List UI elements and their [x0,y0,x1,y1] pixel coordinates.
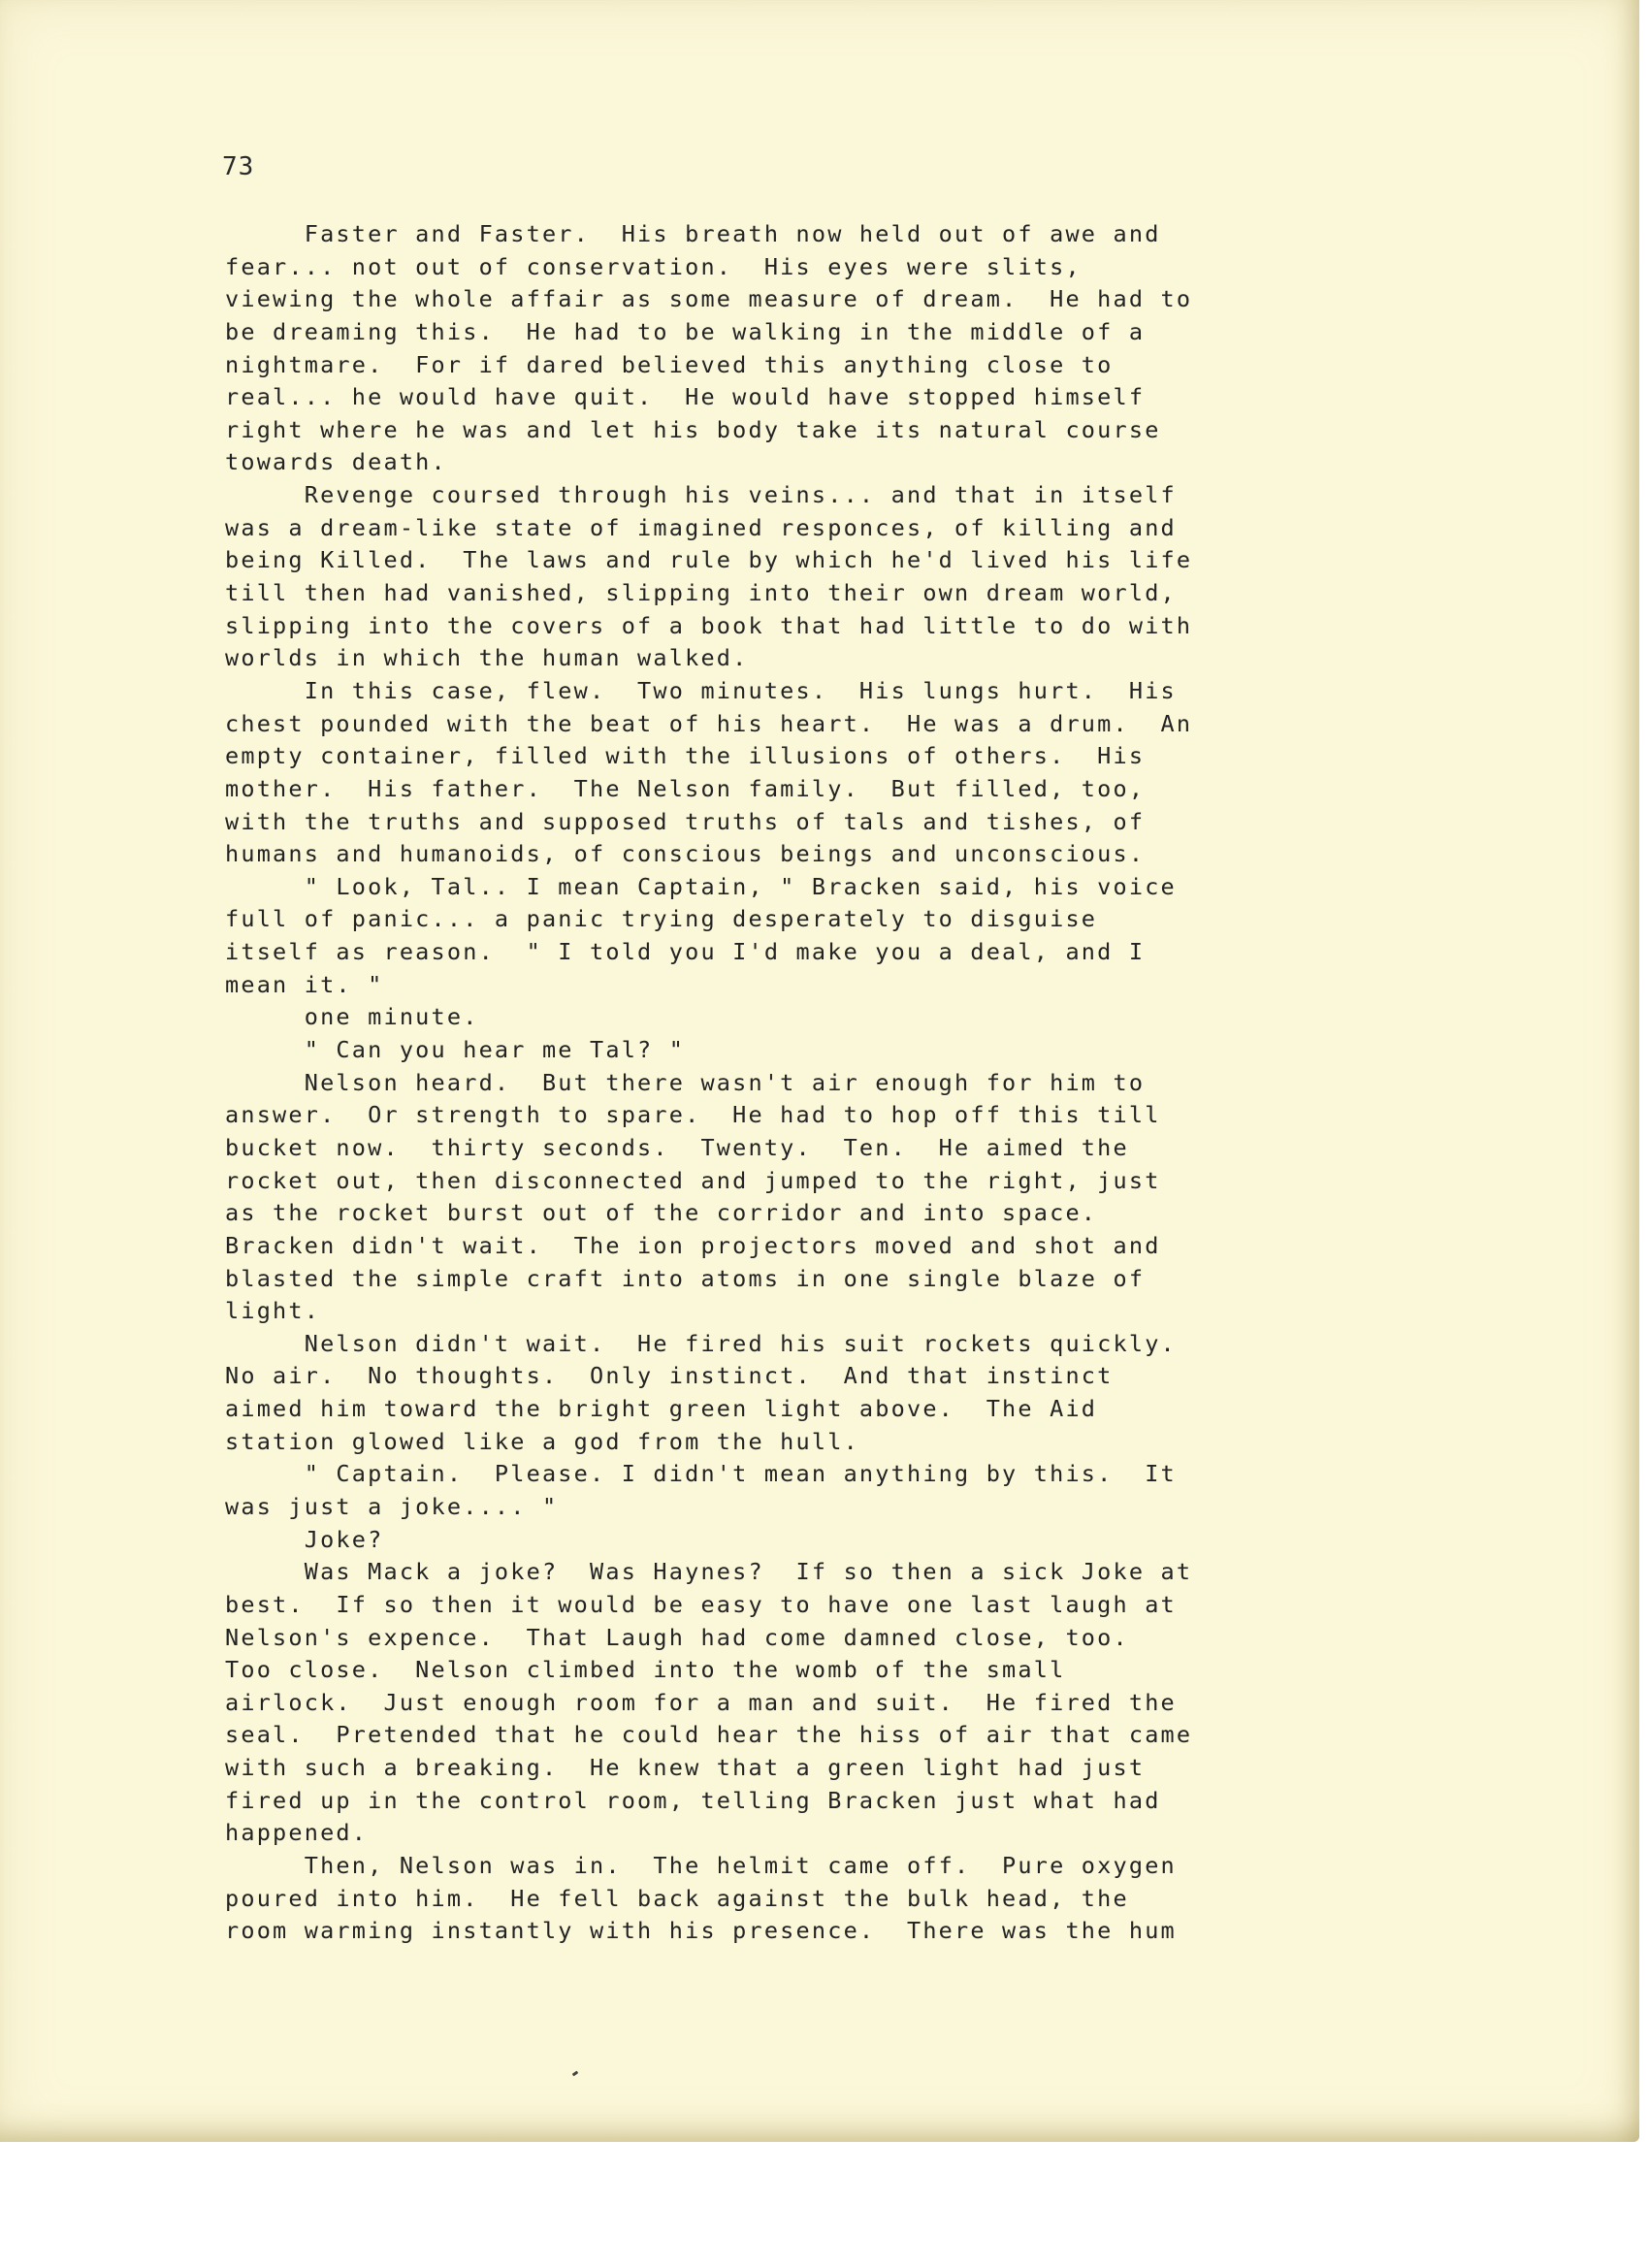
text-line: station glowed like a god from the hull. [225,1427,859,1455]
text-line: Nelson heard. But there wasn't air enough for him to [225,1068,1146,1096]
text-line: airlock. Just enough room for a man and suit. He fired the [225,1688,1177,1716]
text-line: full of panic... a panic trying desperately to disguise [225,905,1098,933]
text-line: Then, Nelson was in. The helmit came off. Pure oxygen [225,1852,1177,1880]
text-line: mean it. " [225,970,384,998]
text-line: worlds in which the human walked. [225,644,749,672]
text-line: poured into him. He fell back against the bulk head, the [225,1884,1129,1912]
text-line: with the truths and supposed truths of tals and tishes, of [225,807,1146,835]
text-line: mother. His father. The Nelson family. But filled, too, [225,774,1146,802]
text-line: chest pounded with the beat of his heart. He was a drum. An [225,709,1193,737]
text-line: In this case, flew. Two minutes. His lungs hurt. His [225,676,1177,704]
text-line: one minute. [225,1003,479,1031]
text-line: Revenge coursed through his veins... and that in itself [225,481,1177,509]
text-line: was a dream-like state of imagined responces, of killing and [225,513,1177,541]
text-line: fear... not out of conservation. His eyes were slits, [225,252,1082,280]
text-line: room warming instantly with his presence. There was the hum [225,1917,1177,1945]
text-line: humans and humanoids, of conscious beings and unconscious. [225,840,1146,868]
text-line: itself as reason. " I told you I'd make you a deal, and I [225,938,1146,966]
text-line: Faster and Faster. His breath now held out of awe and [225,220,1161,247]
text-line: nightmare. For if dared believed this anything close to [225,350,1114,378]
text-line: Nelson didn't wait. He fired his suit rockets quickly. [225,1329,1177,1357]
text-line: Joke? [225,1525,384,1553]
text-line: viewing the whole affair as some measure of dream. He had to [225,285,1193,313]
text-line: blasted the simple craft into atoms in one single blaze of [225,1264,1146,1292]
text-line: aimed him toward the bright green light above. The Aid [225,1395,1098,1423]
text-line: as the rocket burst out of the corridor and into space. [225,1199,1098,1227]
text-line: No air. No thoughts. Only instinct. And that instinct [225,1362,1114,1390]
body-text [225,218,1438,1948]
text-line: till then had vanished, slipping into their own dream world, [225,579,1177,607]
text-line: right where he was and let his body take its natural course [225,415,1161,443]
text-line: Nelson's expence. That Laugh had come damned close, too. [225,1623,1129,1651]
text-line: was just a joke.... " [225,1492,559,1520]
text-line: real... he would have quit. He would have stopped himself [225,383,1146,411]
text-line: happened. [225,1819,369,1847]
text-line: bucket now. thirty seconds. Twenty. Ten. He aimed the [225,1133,1129,1161]
text-line: with such a breaking. He knew that a green light had just [225,1754,1146,1782]
text-line: answer. Or strength to spare. He had to hop off this till [225,1101,1161,1129]
text-line: seal. Pretended that he could hear the hiss of air that came [225,1721,1193,1749]
text-line: light. [225,1297,321,1325]
text-line: being Killed. The laws and rule by which he'd lived his life [225,546,1193,574]
text-line: Too close. Nelson climbed into the womb of the small [225,1656,1066,1684]
text-line: Bracken didn't wait. The ion projectors moved and shot and [225,1231,1161,1259]
text-line: " Look, Tal.. I mean Captain, " Bracken said, his voice [225,872,1177,900]
text-line: towards death. [225,448,447,476]
text-line: " Captain. Please. I didn't mean anything by this. It [225,1460,1177,1488]
text-line: rocket out, then disconnected and jumped to the right, just [225,1166,1161,1194]
text-line: best. If so then it would be easy to have one last laugh at [225,1590,1177,1618]
text-line: empty container, filled with the illusions of others. His [225,742,1146,770]
text-line: slipping into the covers of a book that had little to do with [225,611,1193,639]
ink-speck [572,2071,579,2077]
text-line: be dreaming this. He had to be walking in the middle of a [225,317,1146,345]
text-line: " Can you hear me Tal? " [225,1036,686,1064]
page-number: 73 [222,152,255,181]
text-line: Was Mack a joke? Was Haynes? If so then a sick Joke at [225,1558,1193,1586]
text-line: fired up in the control room, telling Bracken just what had [225,1786,1161,1814]
